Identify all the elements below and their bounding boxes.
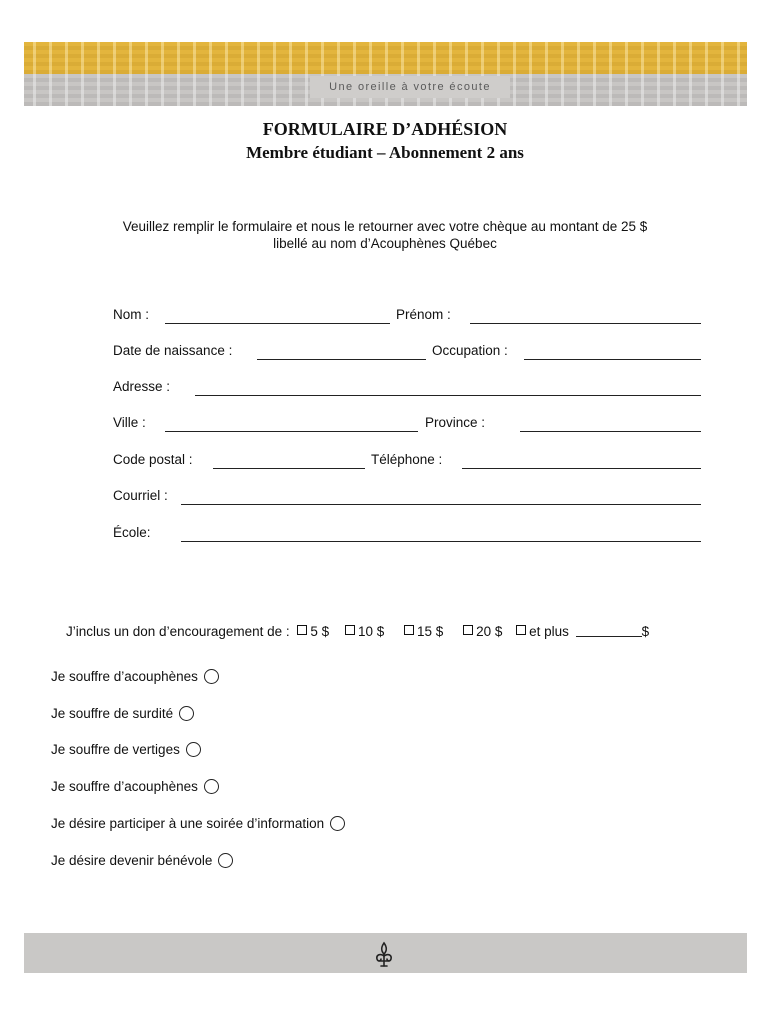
fleur-de-lis-icon bbox=[373, 940, 395, 970]
prenom-label: Prénom : bbox=[396, 307, 451, 322]
date-naissance-label: Date de naissance : bbox=[113, 343, 233, 358]
radio-circle-icon[interactable] bbox=[218, 853, 233, 868]
tagline-box bbox=[310, 76, 510, 98]
form-title: FORMULAIRE D’ADHÉSION bbox=[262, 119, 508, 139]
checkbox-icon[interactable] bbox=[345, 625, 355, 635]
donation-option-15[interactable]: 15 $ bbox=[404, 624, 443, 639]
intro-line-2: libellé au nom d’Acouphènes Québec bbox=[273, 236, 497, 251]
radio-circle-icon[interactable] bbox=[204, 669, 219, 684]
ville-field[interactable] bbox=[165, 431, 418, 432]
donation-option-10[interactable]: 10 $ bbox=[345, 624, 384, 639]
statement-acouphenes-2: Je souffre d’acouphènes bbox=[51, 779, 219, 794]
adresse-field[interactable] bbox=[195, 395, 701, 396]
radio-circle-icon[interactable] bbox=[179, 706, 194, 721]
occupation-label: Occupation : bbox=[432, 343, 508, 358]
row-date-occupation bbox=[113, 343, 701, 363]
row-codepostal-telephone bbox=[113, 452, 701, 472]
date-naissance-field[interactable] bbox=[257, 359, 426, 360]
checkbox-icon[interactable] bbox=[463, 625, 473, 635]
radio-circle-icon[interactable] bbox=[186, 742, 201, 757]
donation-option-et-plus[interactable]: et plus bbox=[516, 624, 569, 639]
statement-acouphenes: Je souffre d’acouphènes bbox=[51, 669, 219, 684]
statement-vertiges: Je souffre de vertiges bbox=[51, 742, 201, 757]
intro-line-1: Veuillez remplir le formulaire et nous le retourner avec votre chèque au montant de 25 $ bbox=[122, 219, 648, 234]
radio-circle-icon[interactable] bbox=[204, 779, 219, 794]
banner-gold-band bbox=[24, 42, 747, 74]
donation-row bbox=[66, 624, 716, 639]
prenom-field[interactable] bbox=[470, 323, 701, 324]
province-label: Province : bbox=[425, 415, 486, 430]
telephone-field[interactable] bbox=[462, 468, 701, 469]
statement-surdite: Je souffre de surdité bbox=[51, 706, 194, 721]
form-subtitle: Membre étudiant – Abonnement 2 ans bbox=[246, 143, 524, 162]
checkbox-icon[interactable] bbox=[516, 625, 526, 635]
ecole-field[interactable] bbox=[181, 541, 701, 542]
row-courriel bbox=[113, 488, 701, 508]
checkbox-icon[interactable] bbox=[404, 625, 414, 635]
telephone-label: Téléphone : bbox=[371, 452, 443, 467]
ville-label: Ville : bbox=[113, 415, 146, 430]
tagline: Une oreille à votre écoute bbox=[329, 81, 491, 93]
donation-option-20[interactable]: 20 $ bbox=[463, 624, 502, 639]
courriel-label: Courriel : bbox=[113, 488, 168, 503]
code-postal-field[interactable] bbox=[213, 468, 365, 469]
donation-amount-field[interactable] bbox=[576, 624, 642, 637]
row-ecole bbox=[113, 525, 701, 545]
donation-option-5[interactable]: 5 $ bbox=[297, 624, 329, 639]
radio-circle-icon[interactable] bbox=[330, 816, 345, 831]
statement-benevole: Je désire devenir bénévole bbox=[51, 853, 233, 868]
code-postal-label: Code postal : bbox=[113, 452, 193, 467]
row-adresse bbox=[113, 379, 701, 399]
donation-suffix: $ bbox=[641, 624, 650, 639]
row-nom-prenom bbox=[113, 307, 701, 327]
header-banner bbox=[24, 42, 747, 106]
adresse-label: Adresse : bbox=[113, 379, 171, 394]
statement-soiree-information: Je désire participer à une soirée d’information bbox=[51, 816, 345, 831]
nom-label: Nom : bbox=[113, 307, 150, 322]
province-field[interactable] bbox=[520, 431, 701, 432]
courriel-field[interactable] bbox=[181, 504, 701, 505]
ecole-label: École: bbox=[113, 525, 151, 540]
occupation-field[interactable] bbox=[524, 359, 701, 360]
intro-text bbox=[70, 218, 700, 252]
row-ville-province bbox=[113, 415, 701, 435]
checkbox-icon[interactable] bbox=[297, 625, 307, 635]
nom-field[interactable] bbox=[165, 323, 390, 324]
donation-label: J’inclus un don d’encouragement de : bbox=[66, 624, 290, 639]
